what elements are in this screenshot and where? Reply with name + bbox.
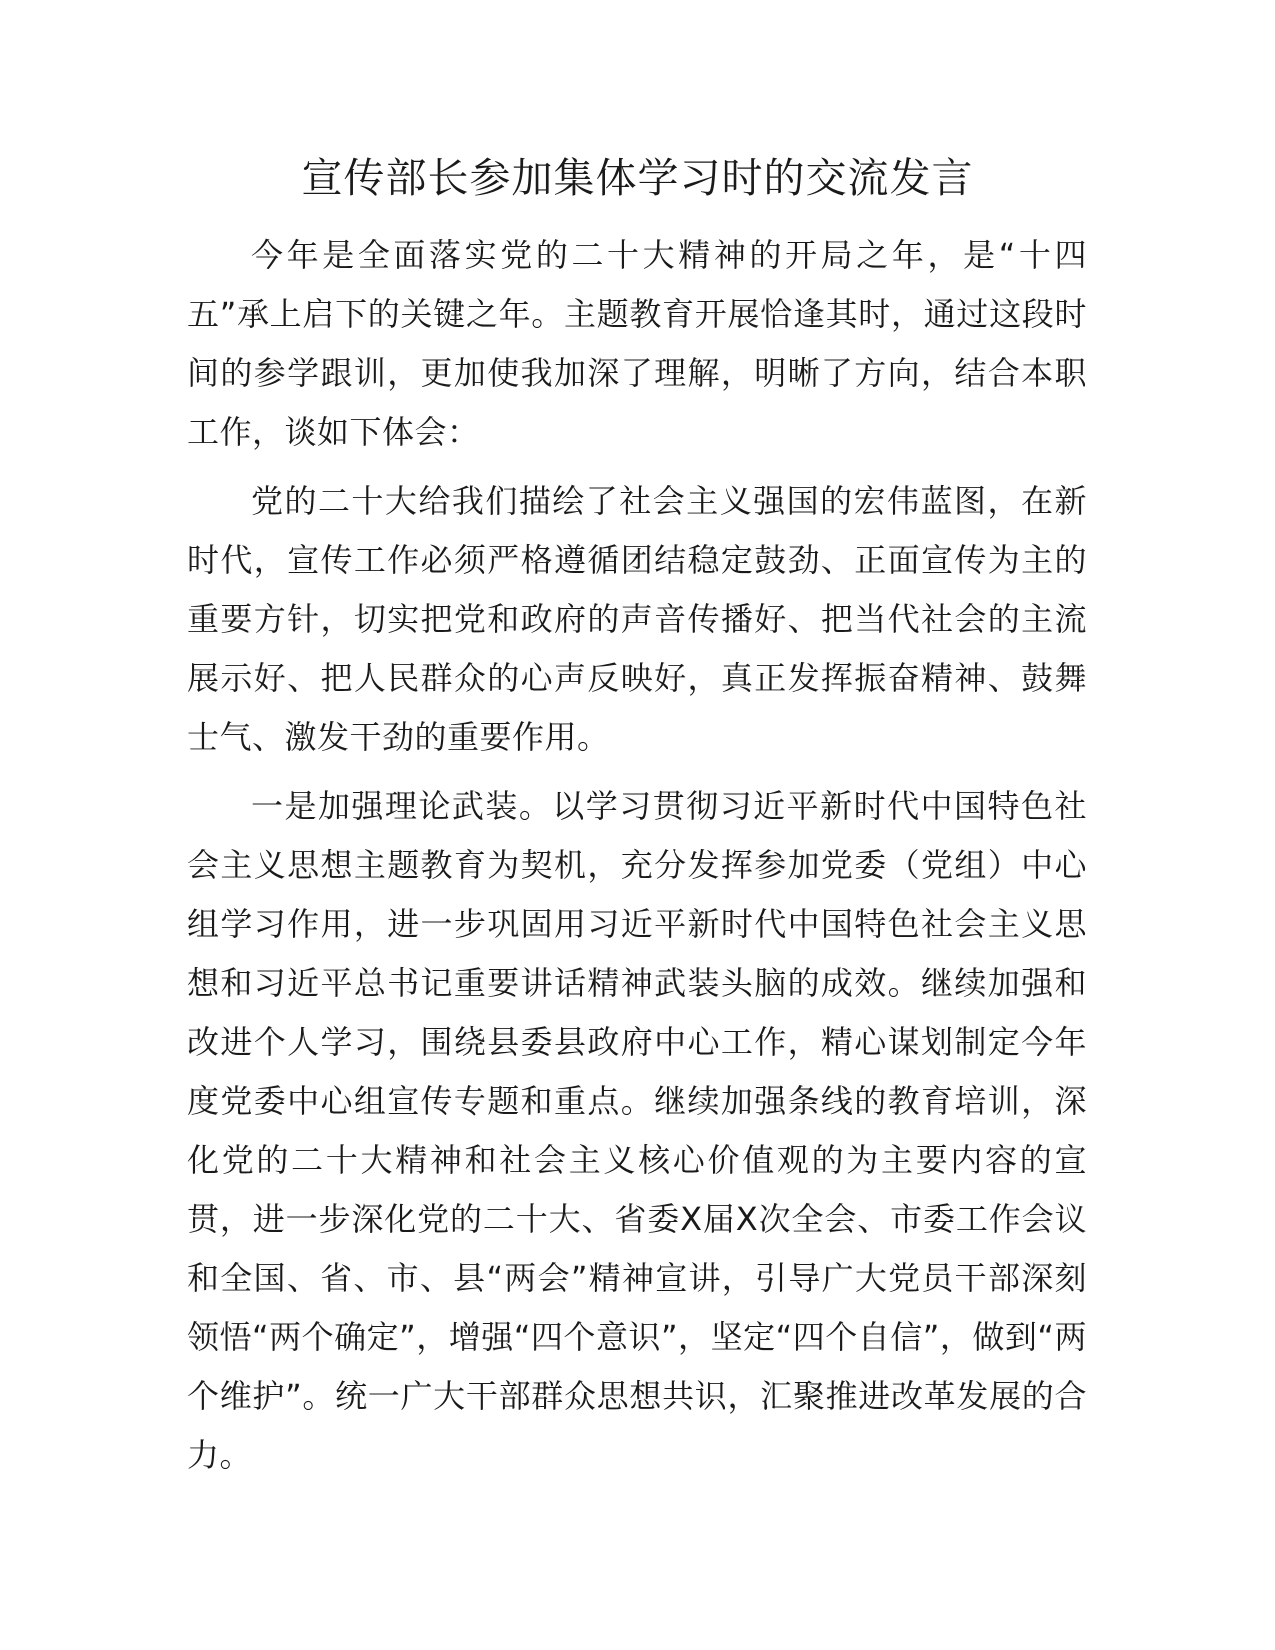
- document-body: [187, 226, 1087, 1495]
- paragraph-blueprint: 党的二十大给我们描绘了社会主义强国的宏伟蓝图，在新时代，宣传工作必须严格遵循团结稳定鼓劲、正面宣传为主的重要方针，切实把党和政府的声音传播好、把当代社会的主流展示好、把人民群众的心声反映好，真正发挥振奋精神、鼓舞士气、激发干劲的重要作用。: [187, 482, 1087, 756]
- paragraph-intro: 今年是全面落实党的二十大精神的开局之年，是“十四五”承上启下的关键之年。主题教育开展恰逢其时，通过这段时间的参学跟训，更加使我加深了理解，明晰了方向，结合本职工作，谈如下体会：: [187, 236, 1087, 451]
- document-title: 宣传部长参加集体学习时的交流发言: [301, 154, 974, 202]
- paragraph-theory: 一是加强理论武装。以学习贯彻习近平新时代中国特色社会主义思想主题教育为契机，充分发挥参加党委（党组）中心组学习作用，进一步巩固用习近平新时代中国特色社会主义思想和习近平总书记重要讲话精神武装头脑的成效。继续加强和改进个人学习，围绕县委县政府中心工作，精心谋划制定今年度党委中心组宣传专题和重点。继续加强条线的教育培训，深化党的二十大精神和社会主义核心价值观的为主要内容的宣贯，进一步深化党的二十大、省委X届X次全会、市委工作会议和全国、省、市、县“两会”精神宣讲，引导广大党员干部深刻领悟“两个确定”，增强“四个意识”，坚定“四个自信”，做到“两个维护”。统一广大干部群众思想共识，汇聚推进改革发展的合力。: [187, 787, 1087, 1474]
